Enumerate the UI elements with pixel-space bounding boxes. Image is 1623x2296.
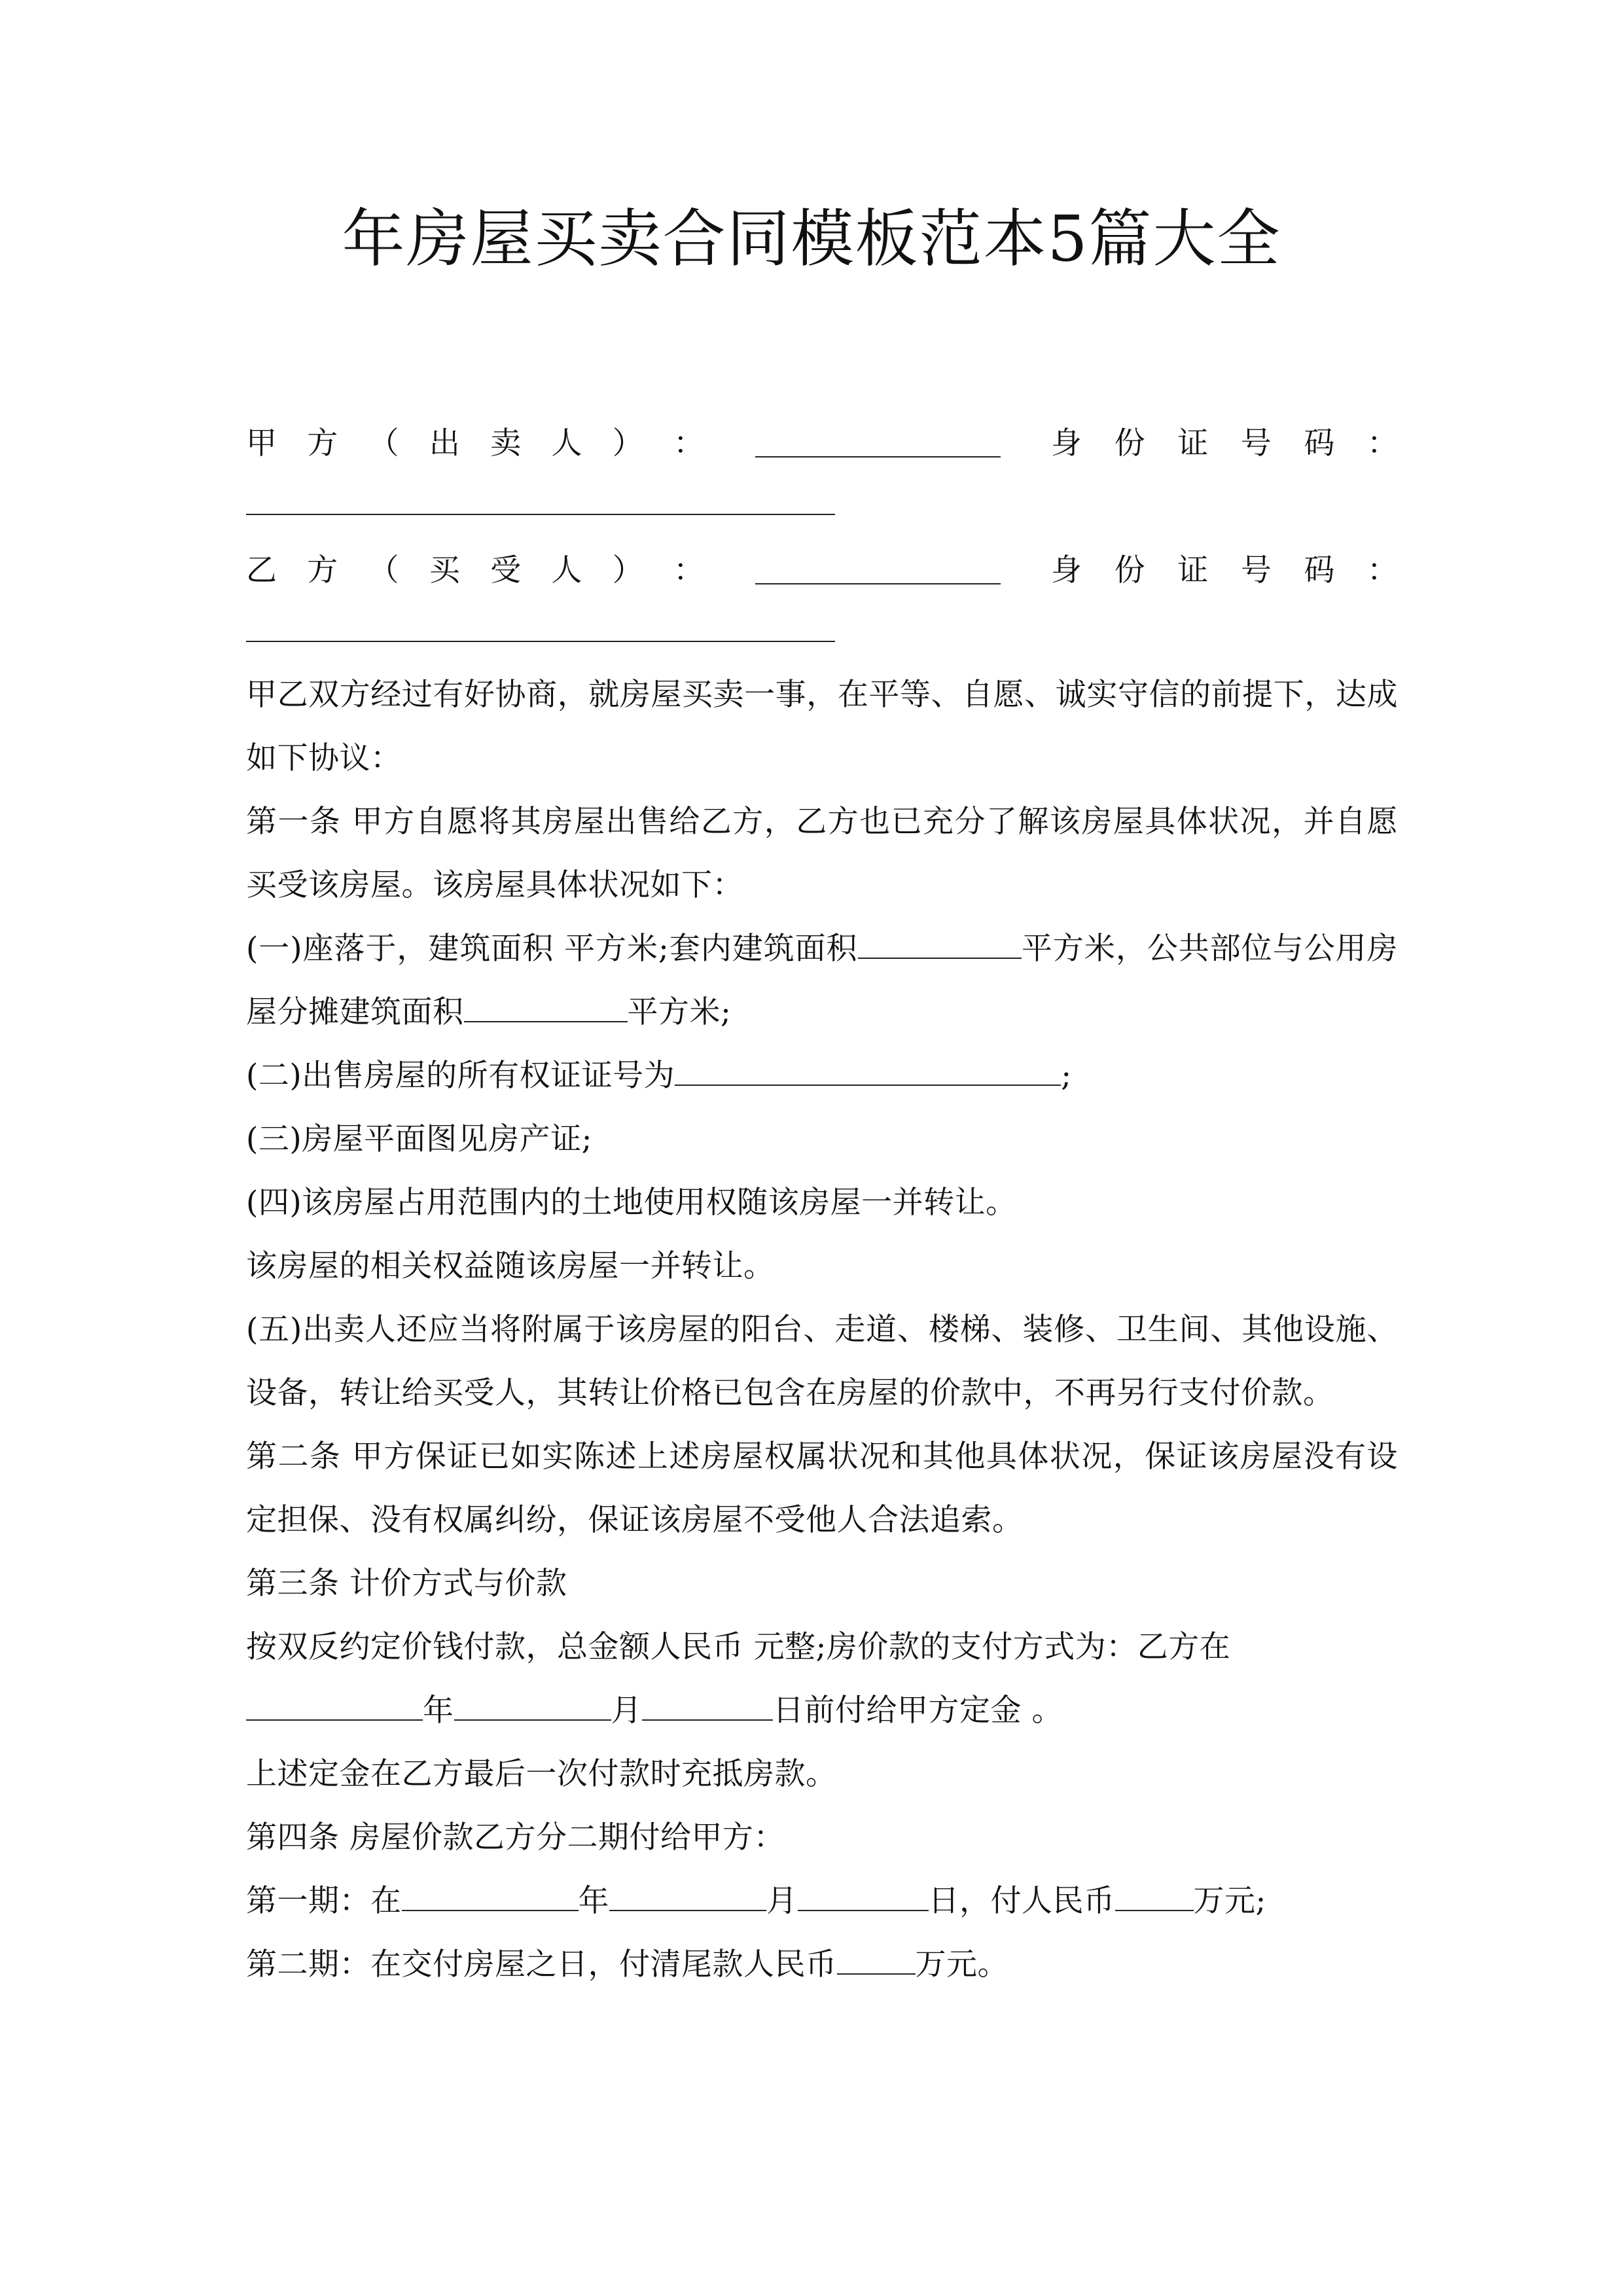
phase-1-month-blank[interactable] — [609, 1881, 766, 1911]
label-char: 买 — [429, 552, 460, 588]
contract-body — [246, 409, 1398, 1996]
party-b-label — [246, 546, 704, 590]
label-char: 人 — [551, 552, 582, 588]
party-a-row — [246, 409, 1398, 472]
article-3: 第三条 计价方式与价款 — [246, 1566, 567, 1602]
item-1-text-b: 平方米，公共部位与公用房屋分摊建筑面积 — [246, 931, 1399, 1030]
label-char: ： — [1366, 552, 1398, 588]
phase-1-text: 第一期：在 — [246, 1883, 402, 1919]
label-char: （ — [368, 425, 399, 461]
phase-2-amount-blank[interactable] — [837, 1945, 916, 1975]
party-b-name-blank[interactable] — [755, 550, 1001, 584]
party-a-id-label — [1051, 419, 1398, 463]
article-1: 第一条 甲方自愿将其房屋出售给乙方，乙方也已充分了解该房屋具体状况，并自愿买受该房屋。该房屋具体状况如下： — [246, 804, 1398, 903]
label-char: ） — [612, 425, 643, 461]
label-char: 乙 — [246, 552, 277, 588]
article-2: 第二条 甲方保证已如实陈述上述房屋权属状况和其他具体状况，保证该房屋没有设定担保、没有权属纠纷，保证该房屋不受他人合法追索。 — [246, 1439, 1398, 1538]
intro-paragraph: 甲乙双方经过有好协商，就房屋买卖一事，在平等、自愿、诚实守信的前提下，达成如下协议： — [246, 677, 1398, 776]
label-char: 方 — [307, 425, 338, 461]
party-b-id-label — [1051, 546, 1398, 590]
party-b-id-blank[interactable] — [246, 612, 835, 642]
phase-1-year-blank[interactable] — [402, 1881, 579, 1911]
label-char: 份 — [1114, 552, 1145, 588]
price-text: 按双反约定价钱付款，总金额人民币 元整;房价款的支付方式为：乙方在 — [246, 1629, 1231, 1665]
item-3: (三)房屋平面图见房产证; — [246, 1121, 593, 1157]
item-1-text-a: (一)座落于，建筑面积 平方米;套内建筑面积 — [246, 931, 858, 967]
item-1 — [246, 917, 1398, 1044]
deposit-year-blank[interactable] — [246, 1691, 423, 1721]
phase-2 — [246, 1933, 1398, 1996]
deposit-month-label: 月 — [611, 1693, 642, 1729]
label-char: 证 — [1177, 425, 1209, 461]
item-2-text-b: ; — [1061, 1058, 1072, 1094]
party-b-id-row — [246, 599, 1398, 663]
label-char: 卖 — [490, 425, 522, 461]
label-char: ） — [612, 552, 643, 588]
label-char: （ — [368, 552, 399, 588]
label-char: ： — [673, 425, 704, 461]
item-5: (五)出卖人还应当将附属于该房屋的阳台、走道、楼梯、装修、卫生间、其他设施、设备，转让给买受人，其转让价格已包含在房屋的价款中，不再另行支付价款。 — [246, 1312, 1398, 1411]
item-1-text-c: 平方米; — [627, 994, 732, 1030]
party-a-label — [246, 419, 704, 463]
item-2-text-a: (二)出售房屋的所有权证证号为 — [246, 1058, 675, 1094]
label-char: ： — [673, 552, 704, 588]
label-char: 份 — [1114, 425, 1145, 461]
deposit-offset-paragraph: 上述定金在乙方最后一次付款时充抵房款。 — [246, 1756, 837, 1792]
label-char: 号 — [1240, 425, 1272, 461]
phase-1-year-label: 年 — [578, 1883, 609, 1919]
label-char: 甲 — [246, 425, 277, 461]
label-char: 方 — [307, 552, 338, 588]
party-b-row — [246, 536, 1398, 599]
phase-1 — [246, 1869, 1398, 1933]
shared-area-blank[interactable] — [464, 992, 628, 1022]
label-char: 码 — [1304, 425, 1335, 461]
phase-2-end: 万元。 — [915, 1946, 1008, 1982]
party-a-name-blank[interactable] — [755, 423, 1001, 457]
label-char: 证 — [1177, 552, 1209, 588]
phase-1-end: 万元; — [1193, 1883, 1266, 1919]
label-char: 码 — [1304, 552, 1335, 588]
deposit-year-label: 年 — [423, 1693, 454, 1729]
label-char: 号 — [1240, 552, 1272, 588]
label-char: ： — [1366, 425, 1398, 461]
phase-1-day-label: 日，付人民币 — [928, 1883, 1115, 1919]
inner-area-blank[interactable] — [858, 929, 1022, 959]
phase-1-amount-blank[interactable] — [1115, 1881, 1194, 1911]
party-a-id-row — [246, 472, 1398, 536]
deposit-day-blank[interactable] — [642, 1691, 773, 1721]
label-char: 受 — [490, 552, 522, 588]
item-4: (四)该房屋占用范围内的土地使用权随该房屋一并转让。 — [246, 1185, 1017, 1221]
phase-1-month-label: 月 — [766, 1883, 798, 1919]
party-a-id-blank[interactable] — [246, 485, 835, 515]
deposit-month-blank[interactable] — [454, 1691, 611, 1721]
phase-1-day-blank[interactable] — [798, 1881, 929, 1911]
label-char: 出 — [429, 425, 460, 461]
label-char: 身 — [1051, 552, 1082, 588]
article-4: 第四条 房屋价款乙方分二期付给甲方： — [246, 1820, 785, 1856]
page-title: 年房屋买卖合同模板范本5篇大全 — [342, 202, 1281, 276]
label-char: 人 — [551, 425, 582, 461]
label-char: 身 — [1051, 425, 1082, 461]
price-paragraph — [246, 1615, 1398, 1742]
deposit-day-label: 日前付给甲方定金 。 — [773, 1693, 1063, 1729]
item-2 — [246, 1044, 1398, 1107]
phase-2-text: 第二期：在交付房屋之日，付清尾款人民币 — [246, 1946, 837, 1982]
rights-paragraph: 该房屋的相关权益随该房屋一并转让。 — [246, 1248, 775, 1284]
certificate-number-blank[interactable] — [675, 1056, 1061, 1086]
